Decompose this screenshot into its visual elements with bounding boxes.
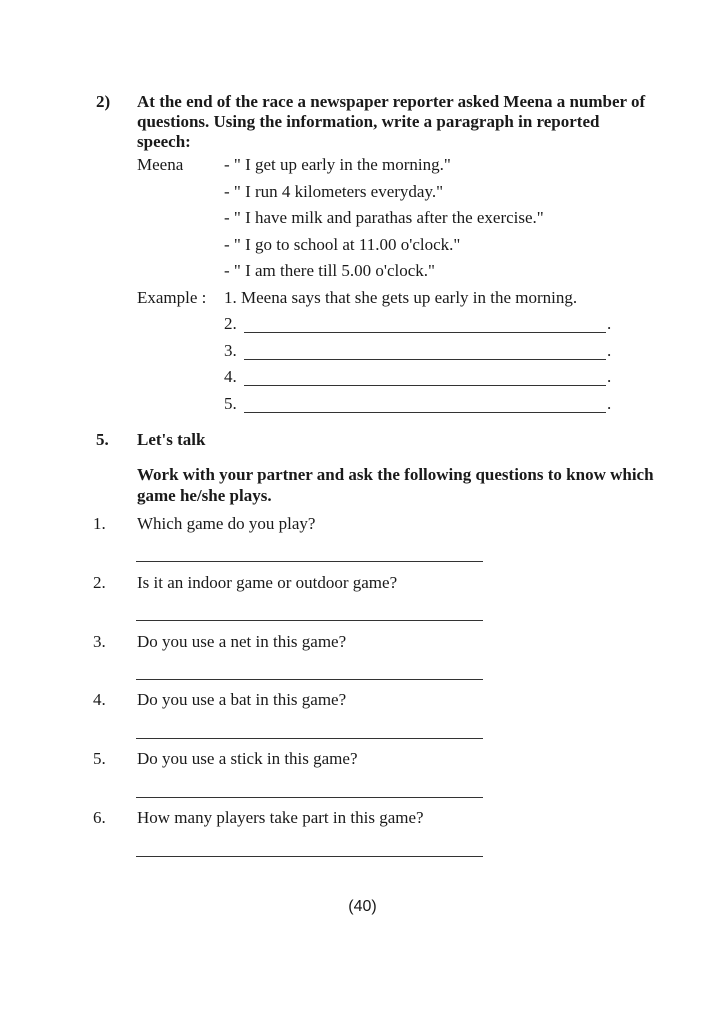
example-label: Example :	[137, 288, 207, 307]
quote-line: - " I run 4 kilometers everyday."	[224, 182, 444, 201]
blank-end-dot: .	[607, 394, 612, 413]
blank-number: 2.	[224, 314, 237, 333]
example-answer: 1. Meena says that she gets up early in the morning.	[224, 288, 578, 307]
question-text: Do you use a net in this game?	[137, 632, 347, 651]
section-5-title: Let's talk	[137, 430, 206, 449]
question-text: How many players take part in this game?	[137, 808, 424, 827]
speaker-name: Meena	[137, 155, 184, 174]
blank-number: 3.	[224, 341, 237, 360]
blank-number: 5.	[224, 394, 237, 413]
blank-answer-line[interactable]	[244, 385, 606, 386]
quote-line: - " I get up early in the morning."	[224, 155, 451, 174]
question-text: Is it an indoor game or outdoor game?	[137, 573, 398, 592]
question-number: 4.	[93, 690, 106, 709]
quote-line: - " I am there till 5.00 o'clock."	[224, 261, 435, 280]
quote-line: - " I go to school at 11.00 o'clock."	[224, 235, 461, 254]
blank-answer-line[interactable]	[244, 332, 606, 333]
question-number: 1.	[93, 514, 106, 533]
section-5-instruction: Work with your partner and ask the following questions to know which game he/she plays.	[137, 465, 654, 505]
question-text: Do you use a stick in this game?	[137, 749, 358, 768]
answer-line[interactable]	[136, 797, 483, 798]
page-number: (40)	[348, 898, 377, 915]
question-number: 3.	[93, 632, 106, 651]
question-text: Which game do you play?	[137, 514, 316, 533]
question-text: Do you use a bat in this game?	[137, 690, 347, 709]
blank-end-dot: .	[607, 314, 612, 333]
blank-end-dot: .	[607, 367, 612, 386]
section-5-number: 5.	[96, 430, 109, 449]
blank-answer-line[interactable]	[244, 359, 606, 360]
question-2-number: 2)	[96, 92, 111, 111]
answer-line[interactable]	[136, 679, 483, 680]
answer-line[interactable]	[136, 738, 483, 739]
quote-line: - " I have milk and parathas after the exercise."	[224, 208, 544, 227]
question-number: 2.	[93, 573, 106, 592]
question-number: 5.	[93, 749, 106, 768]
answer-line[interactable]	[136, 620, 483, 621]
answer-line[interactable]	[136, 856, 483, 857]
answer-line[interactable]	[136, 561, 483, 562]
blank-answer-line[interactable]	[244, 412, 606, 413]
blank-number: 4.	[224, 367, 237, 386]
blank-end-dot: .	[607, 341, 612, 360]
question-2-prompt: At the end of the race a newspaper reporter asked Meena a number of questions. Using the information, write a paragraph in reported speech:	[137, 92, 646, 151]
question-number: 6.	[93, 808, 106, 827]
